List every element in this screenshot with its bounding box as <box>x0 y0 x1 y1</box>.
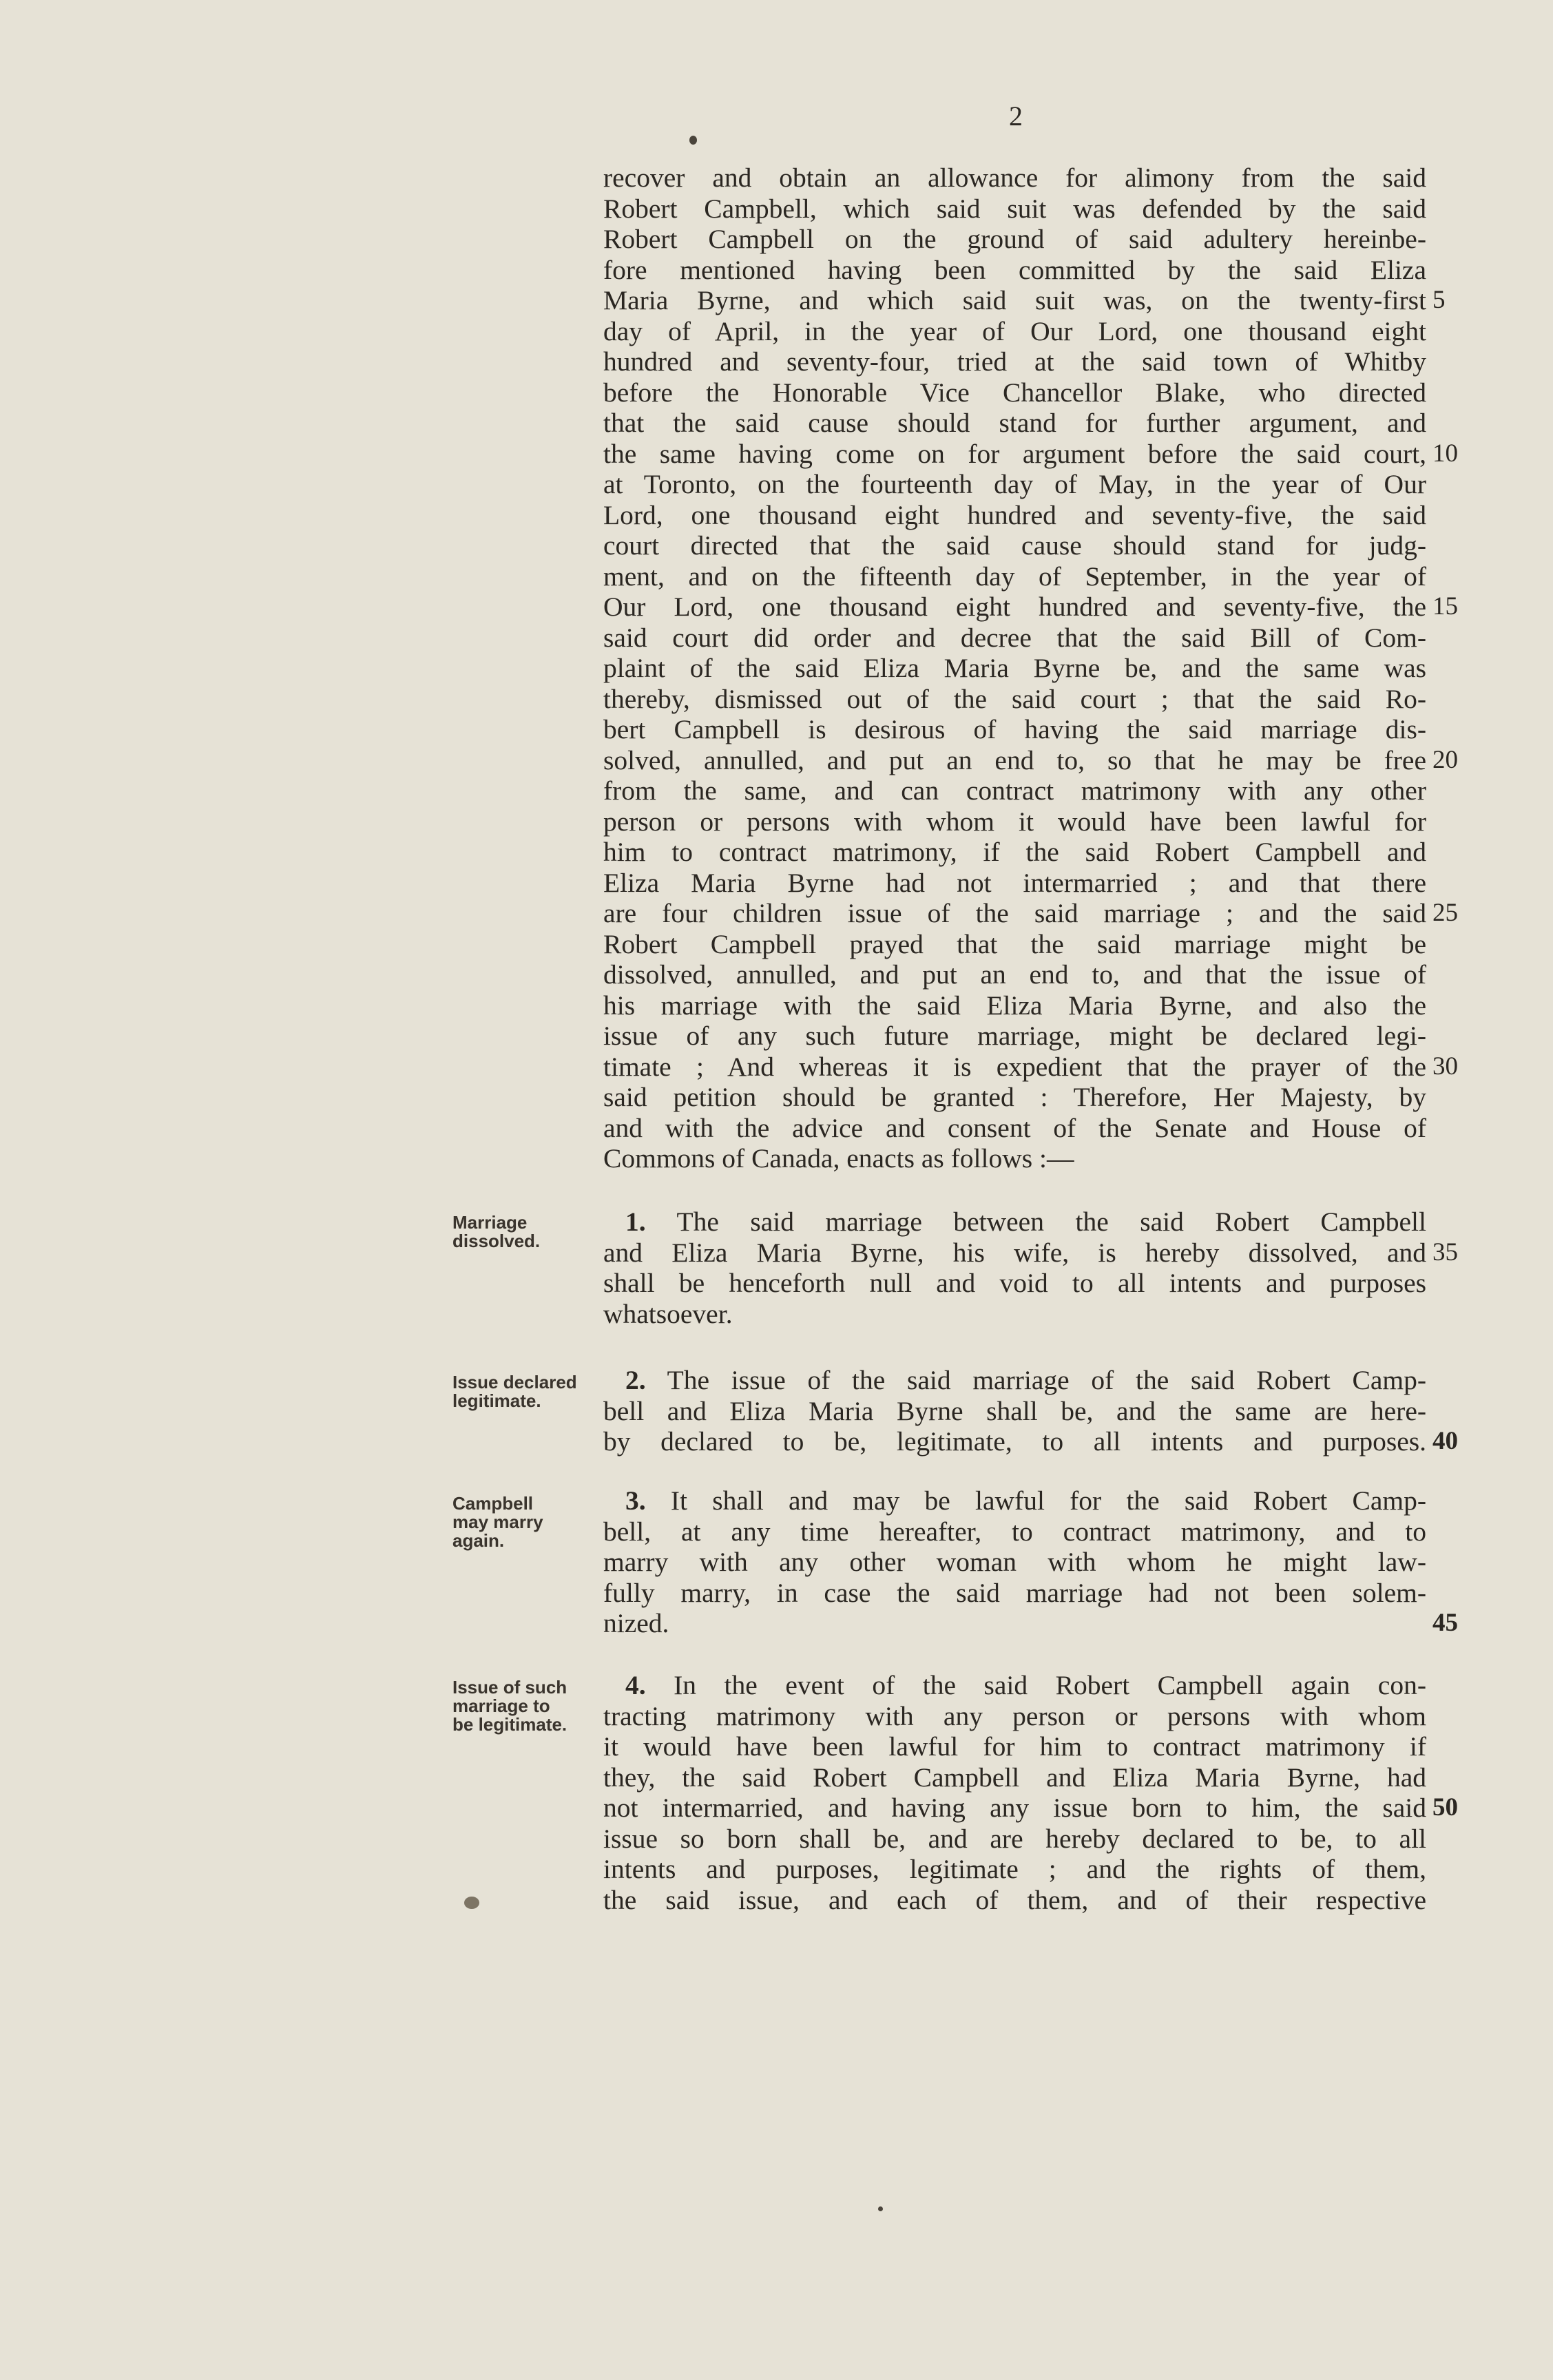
body-line: they, the said Robert Campbell and Eliza Maria Byrne, had <box>603 1762 1426 1793</box>
body-line: Commons of Canada, enacts as follows :— <box>603 1143 1074 1173</box>
body-line: Eliza Maria Byrne had not intermarried ; and that there <box>603 867 1426 898</box>
section-number: 3. <box>625 1485 646 1516</box>
body-line: not intermarried, and having any issue born to him, the said <box>603 1793 1426 1823</box>
line-number: 10 <box>1432 439 1458 468</box>
body-line: recover and obtain an allowance for alimony from the said <box>603 163 1426 193</box>
body-line: bell and Eliza Maria Byrne shall be, and the same are here- <box>603 1395 1426 1426</box>
body-line: day of April, in the year of Our Lord, one thousand eight <box>603 315 1426 346</box>
body-line: solved, annulled, and put an end to, so that he may be free <box>603 744 1426 775</box>
body-line: shall be henceforth null and void to all intents and purposes <box>603 1268 1426 1298</box>
ink-speck <box>689 136 697 145</box>
body-line: and with the advice and consent of the Senate and House of <box>603 1112 1426 1143</box>
section-number: 2. <box>625 1365 646 1395</box>
body-line: before the Honorable Vice Chancellor Blake, who directed <box>603 377 1426 408</box>
section-first-line <box>603 1365 1426 1396</box>
body-line: bell, at any time hereafter, to contract matrimony, and to <box>603 1516 1426 1547</box>
body-line: plaint of the said Eliza Maria Byrne be, and the same was <box>603 653 1426 683</box>
body-line: whatsoever. <box>603 1298 733 1329</box>
line-number: 40 <box>1432 1427 1458 1455</box>
body-line: Robert Campbell, which said suit was defended by the said <box>603 193 1426 224</box>
ink-speck <box>878 2206 883 2211</box>
body-line: fully marry, in case the said marriage had not been solem- <box>603 1577 1426 1608</box>
body-line: Maria Byrne, and which said suit was, on the twenty-first <box>603 285 1426 315</box>
section-number: 1. <box>625 1207 646 1237</box>
body-line: it would have been lawful for him to contract matrimony if <box>603 1731 1426 1762</box>
body-line: the same having come on for argument before the said court, <box>603 438 1426 469</box>
body-line: bert Campbell is desirous of having the said marriage dis- <box>603 714 1426 744</box>
line-number: 20 <box>1432 745 1458 774</box>
body-line: from the same, and can contract matrimony with any other <box>603 775 1426 806</box>
body-line: ment, and on the fifteenth day of September, in the year of <box>603 561 1426 592</box>
marginal-note: Campbell may marry again. <box>452 1493 543 1551</box>
body-line: Robert Campbell on the ground of said adultery hereinbe- <box>603 224 1426 254</box>
body-line: Robert Campbell prayed that the said marriage might be <box>603 928 1426 959</box>
line-number: 35 <box>1432 1238 1458 1266</box>
body-line: issue so born shall be, and are hereby declared to be, to all <box>603 1823 1426 1854</box>
body-line: hundred and seventy-four, tried at the said town of Whitby <box>603 346 1426 377</box>
body-line: Our Lord, one thousand eight hundred and seventy-five, the <box>603 592 1426 622</box>
section-text: The issue of the said marriage of the said Robert Camp- <box>667 1365 1426 1395</box>
section-text: In the event of the said Robert Campbell again con- <box>674 1670 1426 1700</box>
body-line: him to contract matrimony, if the said Robert Campbell and <box>603 837 1426 867</box>
body-line: and Eliza Maria Byrne, his wife, is hereby dissolved, and <box>603 1237 1426 1268</box>
page-number: 2 <box>1009 101 1023 132</box>
section-number: 4. <box>625 1670 646 1700</box>
section-first-line <box>603 1670 1426 1701</box>
section-first-line <box>603 1207 1426 1238</box>
body-line: by declared to be, legitimate, to all intents and purposes. <box>603 1426 1426 1457</box>
marginal-note: Issue of such marriage to be legitimate. <box>452 1677 567 1735</box>
body-line: dissolved, annulled, and put an end to, and that the issue of <box>603 959 1426 990</box>
body-line: at Toronto, on the fourteenth day of May, in the year of Our <box>603 469 1426 499</box>
body-line: issue of any such future marriage, might be declared legi- <box>603 1021 1426 1051</box>
body-line: are four children issue of the said marriage ; and the said <box>603 898 1426 928</box>
marginal-note: Marriage dissolved. <box>452 1212 541 1251</box>
body-line: the said issue, and each of them, and of their respective <box>603 1884 1426 1915</box>
marginal-note: Issue declared legitimate. <box>452 1372 577 1411</box>
body-line: said court did order and decree that the said Bill of Com- <box>603 622 1426 653</box>
body-line: marry with any other woman with whom he might law- <box>603 1547 1426 1577</box>
section-text: The said marriage between the said Robert Campbell <box>676 1207 1426 1237</box>
body-line: Lord, one thousand eight hundred and seventy-five, the said <box>603 499 1426 530</box>
line-number: 30 <box>1432 1052 1458 1081</box>
body-line: person or persons with whom it would have been lawful for <box>603 806 1426 837</box>
body-line: intents and purposes, legitimate ; and the rights of them, <box>603 1854 1426 1884</box>
body-line: fore mentioned having been committed by the said Eliza <box>603 254 1426 285</box>
body-line: timate ; And whereas it is expedient that the prayer of the <box>603 1051 1426 1082</box>
line-number: 25 <box>1432 899 1458 927</box>
line-number: 5 <box>1432 286 1446 314</box>
line-number: 15 <box>1432 592 1458 620</box>
body-line: his marriage with the said Eliza Maria Byrne, and also the <box>603 990 1426 1021</box>
section-first-line <box>603 1485 1426 1516</box>
line-number: 45 <box>1432 1609 1458 1637</box>
body-line: said petition should be granted : Therefore, Her Majesty, by <box>603 1082 1426 1112</box>
body-line: tracting matrimony with any person or persons with whom <box>603 1700 1426 1731</box>
body-line: nized. <box>603 1608 669 1638</box>
body-line: court directed that the said cause should stand for judg- <box>603 530 1426 561</box>
section-text: It shall and may be lawful for the said Robert Camp- <box>670 1485 1427 1516</box>
line-number: 50 <box>1432 1793 1458 1821</box>
body-line: that the said cause should stand for further argument, and <box>603 408 1426 438</box>
ink-speck <box>464 1897 479 1909</box>
body-line: thereby, dismissed out of the said court ; that the said Ro- <box>603 683 1426 714</box>
